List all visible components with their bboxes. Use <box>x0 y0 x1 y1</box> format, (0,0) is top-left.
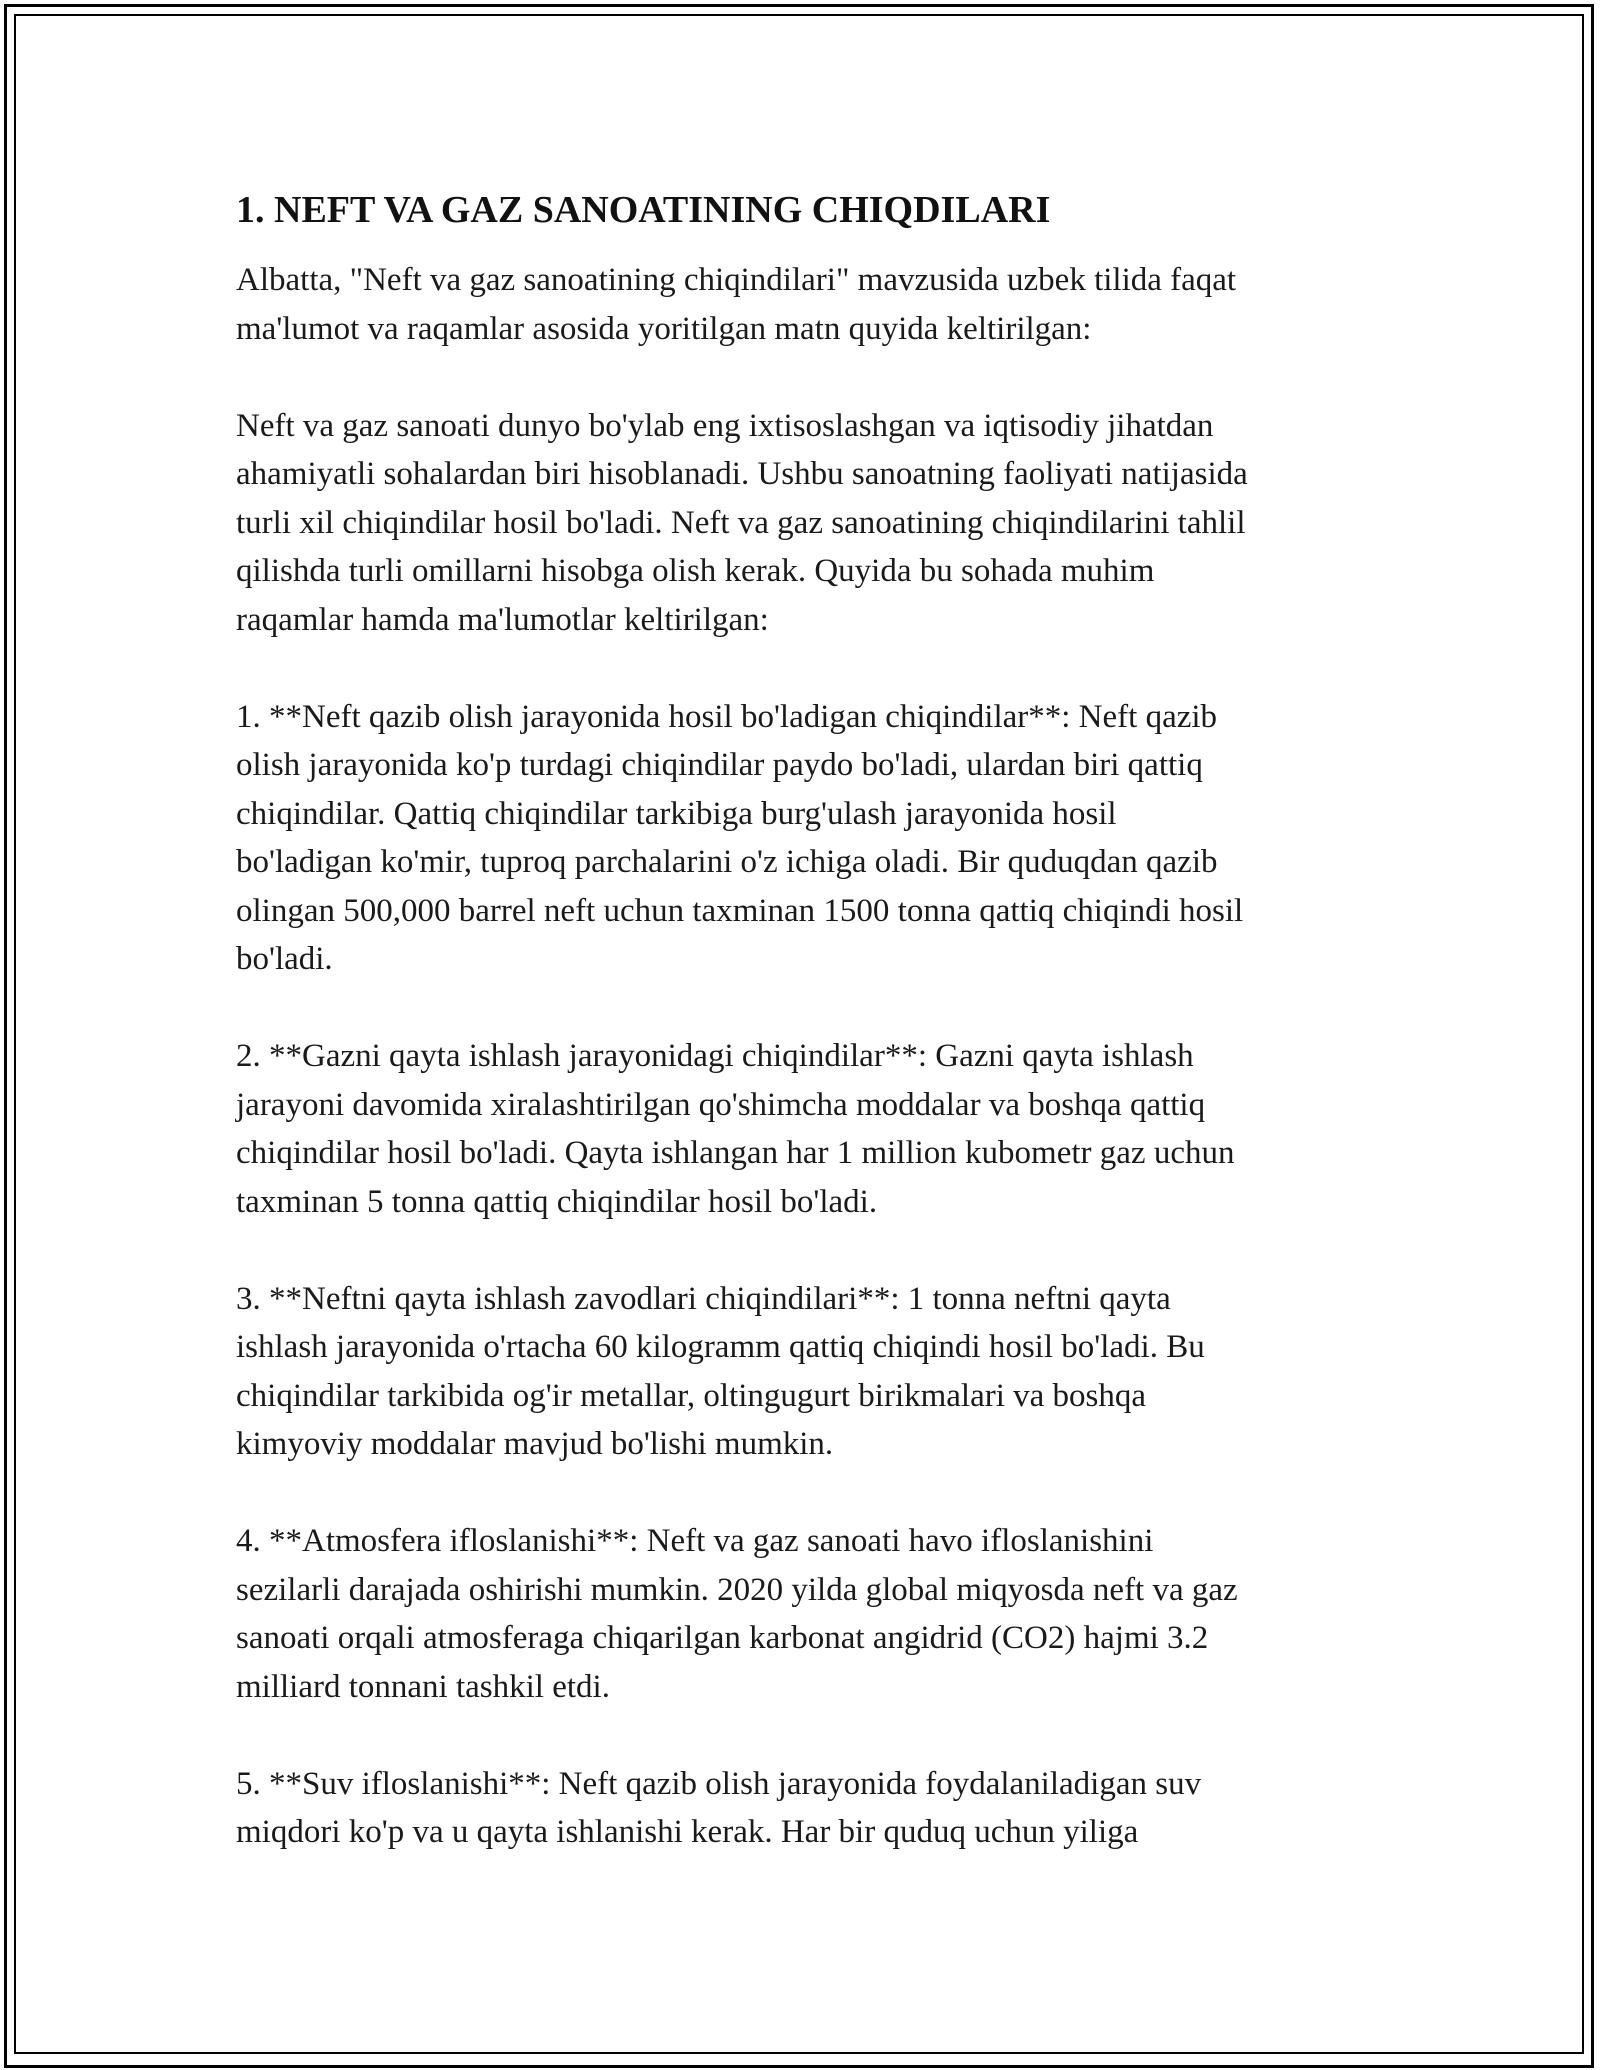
list-item-3: 3. **Neftni qayta ishlash zavodlari chiqindilari**: 1 tonna neftni qayta ishlash jarayonida o'rtacha 60 kilogramm qattiq chiqindi hosil bo'ladi. Bu chiqindilar tarkibida og'ir metallar, oltingugurt birikmalari va boshqa kimyoviy moddalar mavjud bo'lishi mumkin. <box>236 1280 1205 1462</box>
document-body <box>236 186 1396 1857</box>
list-item-4: 4. **Atmosfera ifloslanishi**: Neft va gaz sanoati havo ifloslanishini sezilarli darajada oshirishi mumkin. 2020 yilda global miqyosda neft va gaz sanoati orqali atmosferaga chiqarilgan karbonat angidrid (CO2) hajmi 3.2 milliard tonnani tashkil etdi. <box>236 1523 1238 1705</box>
list-item-2: 2. **Gazni qayta ishlash jarayonidagi chiqindilar**: Gazni qayta ishlash jarayoni davomida xiralashtirilgan qo'shimcha moddalar va boshqa qattiq chiqindilar hosil bo'ladi. Qayta ishlangan har 1 million kubometr gaz uchun taxminan 5 tonna qattiq chiqindilar hosil bo'ladi. <box>236 1038 1235 1220</box>
overview-paragraph: Neft va gaz sanoati dunyo bo'ylab eng ixtisoslashgan va iqtisodiy jihatdan ahamiyatli sohalardan biri hisoblanadi. Ushbu sanoatning faoliyati natijasida turli xil chiqindilar hosil bo'ladi. Neft va gaz sanoatining chiqindilarini tahlil qilishda turli omillarni hisobga olish kerak. Quyida bu sohada muhim raqamlar hamda ma'lumotlar keltirilgan: <box>236 407 1248 638</box>
intro-paragraph: Albatta, "Neft va gaz sanoatining chiqindilari" mavzusida uzbek tilida faqat ma'lumot va raqamlar asosida yoritilgan matn quyida keltirilgan: <box>236 262 1237 347</box>
document-heading: 1. NEFT VA GAZ SANOATINING CHIQDILARI <box>236 189 1051 231</box>
list-item-5: 5. **Suv ifloslanishi**: Neft qazib olish jarayonida foydalaniladigan suv miqdori ko'p va u qayta ishlanishi kerak. Har bir quduq uchun yiliga <box>236 1765 1202 1850</box>
list-item-1: 1. **Neft qazib olish jarayonida hosil bo'ladigan chiqindilar**: Neft qazib olish jarayonida ko'p turdagi chiqindilar paydo bo'ladi, ulardan biri qattiq chiqindilar. Qattiq chiqindilar tarkibiga burg'ulash jarayonida hosil bo'ladigan ko'mir, tuproq parchalarini o'z ichiga oladi. Bir quduqdan qazib olingan 500,000 barrel neft uchun taxminan 1500 tonna qattiq chiqindi hosil bo'ladi. <box>236 698 1244 977</box>
